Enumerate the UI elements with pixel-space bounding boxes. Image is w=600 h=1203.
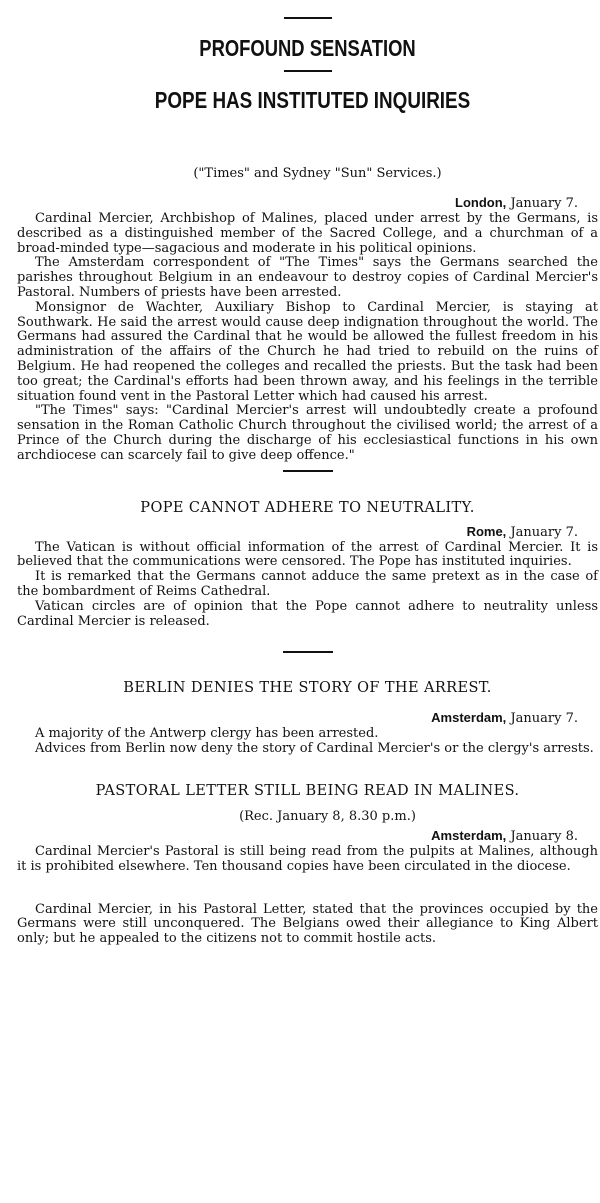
article-body xyxy=(17,541,598,630)
dateline-place: Rome, xyxy=(466,523,507,539)
dateline xyxy=(17,710,598,727)
dateline-date: January 7. xyxy=(510,524,578,540)
dateline xyxy=(17,195,598,212)
section-berlin xyxy=(17,680,598,757)
main-headline: PROFOUND SENSATION xyxy=(199,35,416,61)
service-credit: ("Times" and Sydney "Sun" Services.) xyxy=(193,166,442,181)
top-rule xyxy=(284,17,332,19)
paragraph: It is remarked that the Germans cannot adduce the same pretext as in the case of the bombardment of Reims Cathedral. xyxy=(17,569,598,599)
dateline-place: Amsterdam, xyxy=(431,710,507,726)
headline-rule xyxy=(284,70,332,72)
section-heading: PASTORAL LETTER STILL BEING READ IN MALINES. xyxy=(95,782,520,799)
article-body xyxy=(17,212,598,464)
paragraph: Cardinal Mercier, in his Pastoral Letter, stated that the provinces occupied by the Germans were still unconquered. The Belgians owed their allegiance to King Albert only; but he appealed to the citizens not to commit hostile acts. xyxy=(17,901,598,947)
dateline xyxy=(17,524,598,541)
section-rule xyxy=(283,651,333,653)
section-heading: POPE CANNOT ADHERE TO NEUTRALITY. xyxy=(140,499,475,516)
paragraph: A majority of the Antwerp clergy has been arrested. xyxy=(35,726,379,742)
section-malines xyxy=(17,783,598,947)
section-rome xyxy=(17,500,598,630)
sub-headline: POPE HAS INSTITUTED INQUIRIES xyxy=(154,87,471,113)
dateline-place: London, xyxy=(455,195,507,210)
article-body xyxy=(17,727,598,757)
section-rule xyxy=(283,470,333,472)
dateline xyxy=(17,828,598,845)
paragraph: The Vatican is without official information of the arrest of Cardinal Mercier. It is believed that the communications were censored. The Pope has instituted inquiries. xyxy=(17,539,598,570)
paragraph: Advices from Berlin now deny the story of Cardinal Mercier's or the clergy's arrests. xyxy=(35,741,594,757)
paragraph: The Amsterdam correspondent of "The Times" says the Germans searched the parishes throughout Belgium in an endeavour to destroy copies of Cardinal Mercier's Pastoral. Numbers of priests have been arrested. xyxy=(17,255,598,300)
paragraph: Monsignor de Wachter, Auxiliary Bishop to Cardinal Mercier, is staying at Southwark. He said the arrest would cause deep indignation throughout the world. The Germans had assured the Cardinal that he would be allowed the fullest freedom in his administration of the affairs of the Church he had tried to rebuild on the ruins of Belgium. He had reopened the colleges and recalled the priests. But the task had been too great; the Cardinal's efforts had been thrown away, and his feelings in the terrible situation found vent in the Pastoral Letter which had caused his arrest. xyxy=(17,299,598,404)
section-heading: BERLIN DENIES THE STORY OF THE ARREST. xyxy=(123,680,492,697)
paragraph: Vatican circles are of opinion that the Pope cannot adhere to neutrality unless Cardinal Mercier is released. xyxy=(17,598,598,629)
article-body xyxy=(17,845,598,947)
paragraph: "The Times" says: "Cardinal Mercier's arrest will undoubtedly create a profound sensation in the Roman Catholic Church throughout the civilised world; the arrest of a Prince of the Church during the discharge of his ecclesiastical functions in his own archdiocese can scarcely fail to give deep offence." xyxy=(17,403,598,463)
dateline-date: January 7. xyxy=(510,711,578,727)
paragraph: Cardinal Mercier, Archbishop of Malines, placed under arrest by the Germans, is described as a distinguished member of the Sacred College, and a churchman of a broad-minded type—sagacious and moderate in his political opinions. xyxy=(17,211,598,256)
dateline-place: Amsterdam, xyxy=(431,827,507,843)
section-london xyxy=(17,195,598,464)
received-date: (Rec. January 8, 8.30 p.m.) xyxy=(239,808,416,824)
paragraph: Cardinal Mercier's Pastoral is still being read from the pulpits at Malines, although it is prohibited elsewhere. Ten thousand copies have been circulated in the diocese. xyxy=(17,843,598,874)
dateline-date: January 8. xyxy=(510,828,578,844)
dateline-date: January 7. xyxy=(510,196,578,211)
